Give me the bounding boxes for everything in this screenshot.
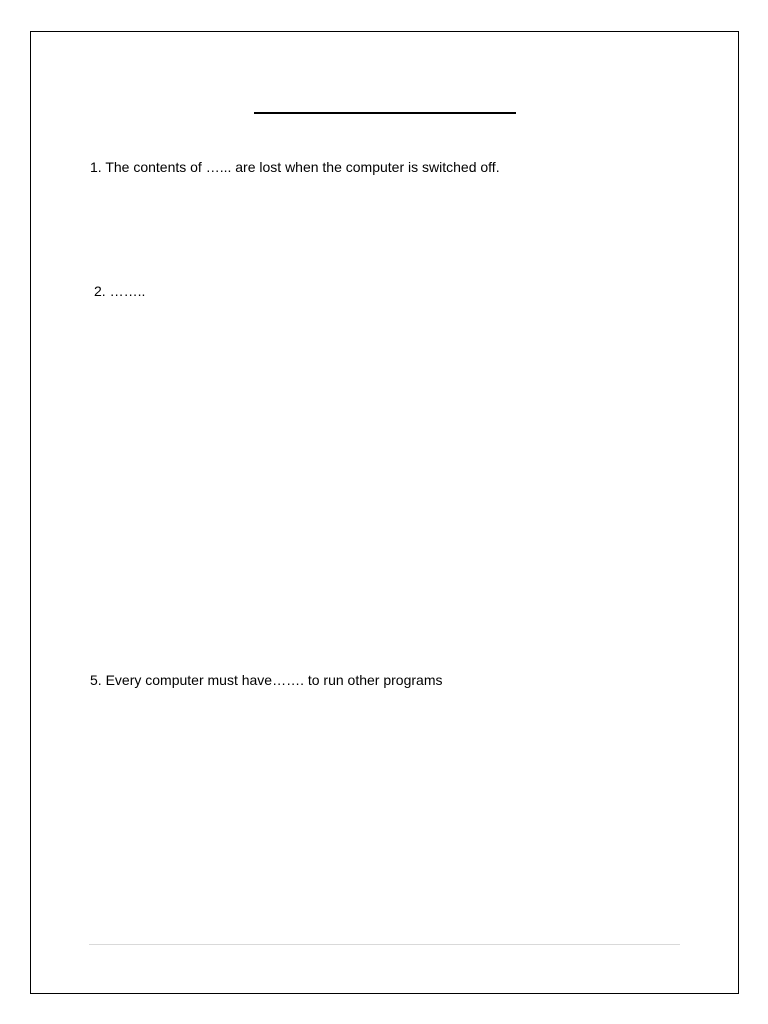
document-page [30,31,739,994]
title-blank-line [254,112,516,114]
question-5: 5. Every computer must have……. to run other programs [90,672,443,688]
question-2: 2. …….. [94,283,146,299]
question-1: 1. The contents of …... are lost when the computer is switched off. [90,159,500,175]
footer-divider [89,944,680,945]
